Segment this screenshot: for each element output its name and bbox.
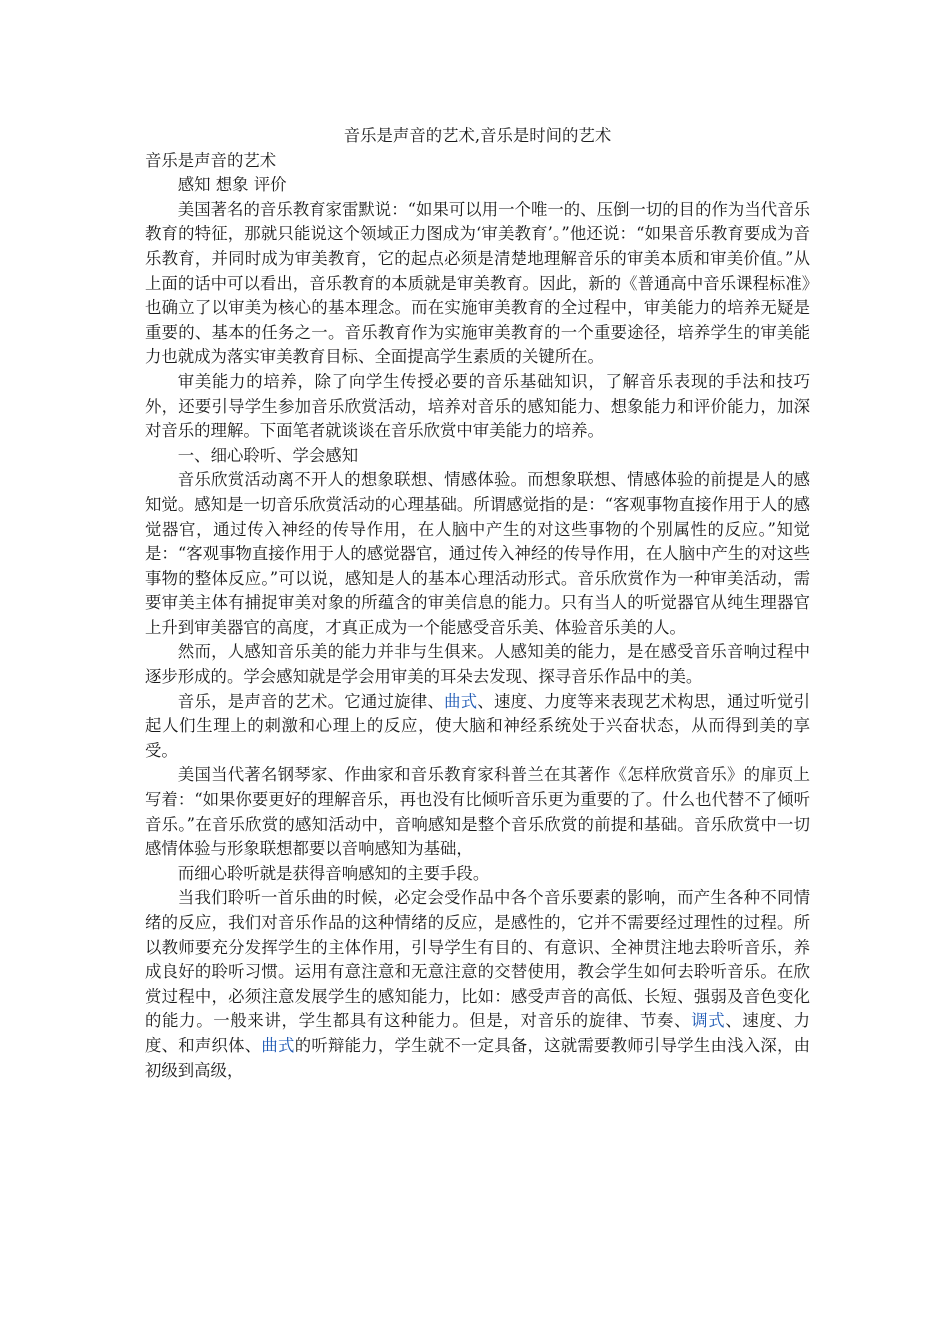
paragraph-text: 、速度、力度、和声织体、 xyxy=(145,1011,811,1055)
link-qushi[interactable]: 曲式 xyxy=(261,1035,295,1055)
link-diaoshi[interactable]: 调式 xyxy=(691,1011,726,1031)
paragraph: 美国当代著名钢琴家、作曲家和音乐教育家科普兰在其著作《怎样欣赏音乐》的扉页上写着：“如果你要更好的理解音乐，再也没有比倾听音乐更为重要的了。什么也代替不了倾听音乐。”在音乐欣赏的感知活动中，音响感知是整个音乐欣赏的前提和基础。音乐欣赏中一切感情体验与形象联想都要以音响感知为基础， xyxy=(145,765,810,859)
paragraph-text: 当我们聆听一首乐曲的时候，必定会受作品中各个音乐要素的影响，而产生各种不同情绪的反应，我们对音乐作品的这种情绪的反应，是感性的，它并不需要经过理性的过程。所以教师要充分发挥学生的主体作用，引导学生有目的、有意识、全神贯注地去聆听音乐，养成良好的聆听习惯。运用有意注意和无意注意的交替使用，教会学生如何去聆听音乐。在欣赏过程中，必须注意发展学生的感知能力，比如：感受声音的高低、长短、强弱及音色变化的能力。一般来讲，学生都具有这种能力。但是，对音乐的旋律、节奏、 xyxy=(145,888,810,1031)
paragraph-text: 音乐，是声音的艺术。它通过旋律、 xyxy=(177,691,445,711)
paragraph-text: 的听辩能力，学生就不一定具备，这就需要教师引导学生由浅入深，由初级到高级， xyxy=(145,1035,811,1080)
keywords-line: 感知 想象 评价 xyxy=(177,175,287,195)
section-heading: 一、细心聆听、学会感知 xyxy=(177,445,359,465)
paragraph: 然而，人感知音乐美的能力并非与生俱来。人感知美的能力，是在感受音乐音响过程中逐步形成的。学会感知就是学会用审美的耳朵去发现、探寻音乐作品中的美。 xyxy=(145,642,810,687)
paragraph: 而细心聆听就是获得音响感知的主要手段。 xyxy=(177,863,490,883)
link-qushi[interactable]: 曲式 xyxy=(444,691,478,711)
paragraph: 美国著名的音乐教育家雷默说：“如果可以用一个唯一的、压倒一切的目的作为当代音乐教育的特征，那就只能说这个领域正力图成为‘审美教育’。”他还说：“如果音乐教育要成为音乐教育，并同时成为审美教育，它的起点必须是清楚地理解音乐的审美本质和审美价值。”从上面的话中可以看出，音乐教育的本质就是审美教育。因此，新的《普通高中音乐课程标准》也确立了以审美为核心的基本理念。而在实施审美教育的全过程中，审美能力的培养无疑是重要的、基本的任务之一。音乐教育作为实施审美教育的一个重要途径，培养学生的审美能力也就成为落实审美教育目标、全面提高学生素质的关键所在。 xyxy=(145,199,810,367)
paragraph: 音乐欣赏活动离不开人的想象联想、情感体验。而想象联想、情感体验的前提是人的感知觉。感知是一切音乐欣赏活动的心理基础。所谓感觉指的是：“客观事物直接作用于人的感觉器官，通过传入神经的传导作用，在人脑中产生的对这些事物的个别属性的反应。”知觉是：“客观事物直接作用于人的感觉器官，通过传入神经的传导作用，在人脑中产生的对这些事物的整体反应。”可以说，感知是人的基本心理活动形式。音乐欣赏作为一种审美活动，需要审美主体有捕捉审美对象的所蕴含的审美信息的能力。只有当人的听觉器官从纯生理器官上升到审美器官的高度，才真正成为一个能感受音乐美、体验音乐美的人。 xyxy=(145,470,810,637)
paragraph: 审美能力的培养，除了向学生传授必要的音乐基础知识，了解音乐表现的手法和技巧外，还要引导学生参加音乐欣赏活动，培养对音乐的感知能力、想象能力和评价能力，加深对音乐的理解。下面笔者就谈谈在音乐欣赏中审美能力的培养。 xyxy=(145,371,810,441)
document-title: 音乐是声音的艺术,音乐是时间的艺术 xyxy=(343,126,612,145)
paragraph xyxy=(145,886,810,1083)
document-subtitle: 音乐是声音的艺术 xyxy=(145,150,277,170)
paragraph xyxy=(145,690,810,764)
paragraph-text: 、速度、力度等来表现艺术构思，通过听觉引起人们生理上的刺激和心理上的反应，使大脑和神经系统处于兴奋状态，从而得到美的享受。 xyxy=(145,691,811,760)
document-page xyxy=(145,124,810,1083)
